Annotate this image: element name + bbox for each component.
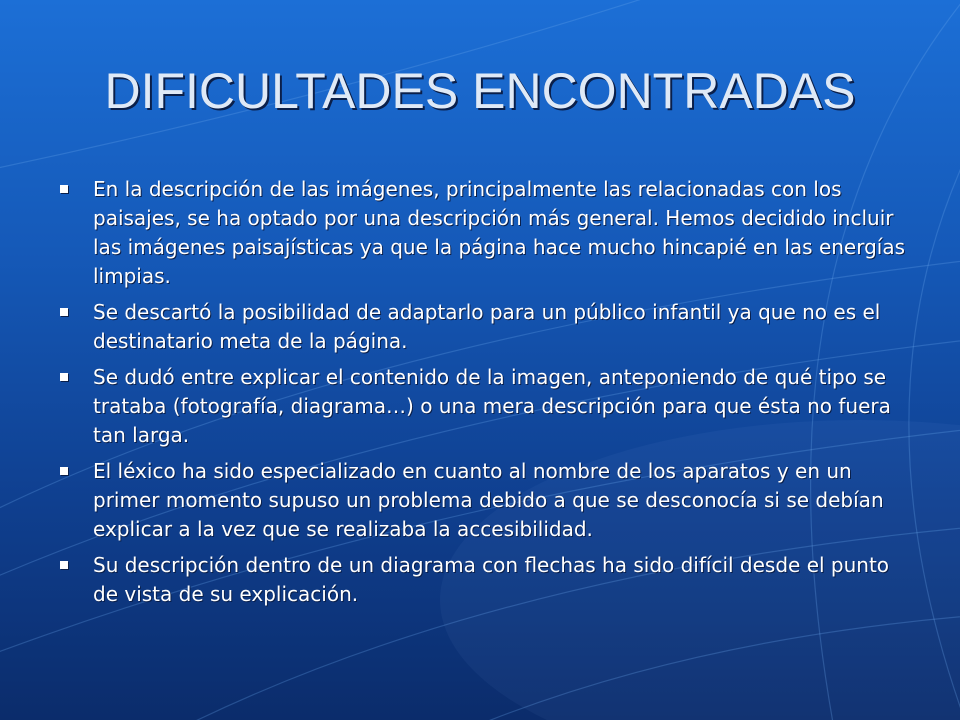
bullet-item: [58, 298, 908, 356]
square-bullet-icon: [60, 561, 68, 569]
square-bullet-icon: [60, 308, 68, 316]
square-bullet-icon: [60, 467, 68, 475]
bullet-item: [58, 551, 908, 609]
bullet-text: En la descripción de las imágenes, principalmente las relacionadas con los paisajes, se ha optado por una descripción más general. Hemos decidido incluir las imágenes paisajísticas ya que la página hace mucho hincapié en las energías limpias.: [93, 177, 906, 288]
bullet-item: [58, 457, 908, 544]
bullet-item: [58, 363, 908, 450]
square-bullet-icon: [60, 185, 68, 193]
bullet-list: [58, 175, 908, 616]
square-bullet-icon: [60, 373, 68, 381]
bullet-text: Se dudó entre explicar el contenido de la imagen, anteponiendo de qué tipo se trataba (fotografía, diagrama…) o una mera descripción para que ésta no fuera tan larga.: [93, 365, 891, 447]
bullet-text: El léxico ha sido especializado en cuanto al nombre de los aparatos y en un primer momento supuso un problema debido a que se desconocía si se debían explicar a la vez que se realizaba la accesibilidad.: [93, 459, 884, 541]
bullet-text: Se descartó la posibilidad de adaptarlo para un público infantil ya que no es el destinatario meta de la página.: [93, 300, 881, 353]
bullet-text: Su descripción dentro de un diagrama con flechas ha sido difícil desde el punto de vista de su explicación.: [93, 553, 890, 606]
bullet-item: [58, 175, 908, 291]
slide-title: DIFICULTADES ENCONTRADAS: [104, 63, 856, 119]
